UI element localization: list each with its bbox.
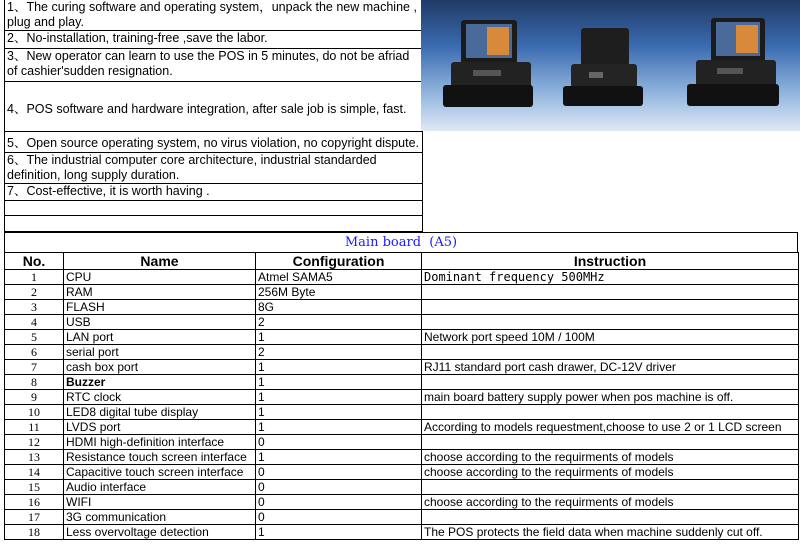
table-row — [5, 330, 799, 345]
table-row — [5, 480, 799, 495]
row-configuration: 2 — [256, 315, 422, 330]
empty-row — [5, 216, 422, 232]
row-instruction — [422, 405, 799, 420]
row-number: 4 — [5, 315, 64, 330]
table-row — [5, 450, 799, 465]
feature-item: 2、No-installation, training-free ,save the labor. — [5, 31, 422, 49]
row-instruction — [422, 435, 799, 450]
row-configuration: 1 — [256, 405, 422, 420]
row-configuration: 1 — [256, 375, 422, 390]
row-instruction: choose according to the requirments of models — [422, 450, 799, 465]
row-name: Capacitive touch screen interface — [64, 465, 256, 480]
row-instruction: main board battery supply power when pos machine is off. — [422, 390, 799, 405]
row-instruction: According to models requestment,choose to use 2 or 1 LCD screen — [422, 420, 799, 435]
row-configuration: 1 — [256, 525, 422, 540]
row-name: FLASH — [64, 300, 256, 315]
feature-item: 3、New operator can learn to use the POS in 5 minutes, do not be afriad of cashier'sudden resignation. — [5, 49, 422, 82]
row-number: 5 — [5, 330, 64, 345]
row-instruction — [422, 510, 799, 525]
table-row — [5, 525, 799, 540]
row-configuration: 256M Byte — [256, 285, 422, 300]
row-instruction: The POS protects the field data when machine suddenly cut off. — [422, 525, 799, 540]
row-instruction: Dominant frequency 500MHz — [422, 270, 799, 285]
pos-terminal-image — [443, 20, 533, 107]
spec-table — [4, 252, 799, 540]
table-row — [5, 420, 799, 435]
row-instruction: choose according to the requirments of models — [422, 495, 799, 510]
row-instruction — [422, 285, 799, 300]
table-row — [5, 495, 799, 510]
table-row — [5, 270, 799, 285]
table-header-row — [5, 253, 799, 270]
features-section — [0, 0, 800, 232]
row-configuration: 0 — [256, 435, 422, 450]
row-instruction — [422, 375, 799, 390]
row-configuration: 0 — [256, 510, 422, 525]
feature-item: 6、The industrial computer core architecture, industrial standarded definition, long supply duration. — [5, 153, 422, 184]
row-number: 3 — [5, 300, 64, 315]
row-configuration: 0 — [256, 495, 422, 510]
row-number: 2 — [5, 285, 64, 300]
row-number: 12 — [5, 435, 64, 450]
row-configuration: 0 — [256, 480, 422, 495]
row-number: 13 — [5, 450, 64, 465]
row-instruction — [422, 345, 799, 360]
row-configuration: Atmel SAMA5 — [256, 270, 422, 285]
row-name: cash box port — [64, 360, 256, 375]
row-name: LED8 digital tube display — [64, 405, 256, 420]
row-number: 17 — [5, 510, 64, 525]
row-number: 14 — [5, 465, 64, 480]
pos-terminals-photo — [421, 0, 800, 131]
row-name: serial port — [64, 345, 256, 360]
row-number: 9 — [5, 390, 64, 405]
row-number: 11 — [5, 420, 64, 435]
feature-item: 5、Open source operating system, no virus violation, no copyright dispute. — [5, 132, 422, 153]
row-name: USB — [64, 315, 256, 330]
row-name: Less overvoltage detection — [64, 525, 256, 540]
row-name: Resistance touch screen interface — [64, 450, 256, 465]
table-row — [5, 405, 799, 420]
row-number: 10 — [5, 405, 64, 420]
feature-item: 7、Cost-effective, it is worth having . — [5, 184, 422, 201]
header-instruction: Instruction — [422, 253, 799, 270]
header-configuration: Configuration — [256, 253, 422, 270]
row-name: Audio interface — [64, 480, 256, 495]
table-row — [5, 315, 799, 330]
table-row — [5, 510, 799, 525]
row-name: Buzzer — [64, 375, 256, 390]
row-configuration: 8G — [256, 300, 422, 315]
row-name: RAM — [64, 285, 256, 300]
row-name: CPU — [64, 270, 256, 285]
row-instruction — [422, 300, 799, 315]
row-number: 6 — [5, 345, 64, 360]
row-instruction: Network port speed 10M / 100M — [422, 330, 799, 345]
row-name: LVDS port — [64, 420, 256, 435]
row-number: 15 — [5, 480, 64, 495]
row-name: RTC clock — [64, 390, 256, 405]
row-configuration: 1 — [256, 390, 422, 405]
row-configuration: 1 — [256, 330, 422, 345]
pos-terminal-image — [687, 18, 779, 106]
table-row — [5, 300, 799, 315]
header-name: Name — [64, 253, 256, 270]
row-number: 7 — [5, 360, 64, 375]
row-name: WIFI — [64, 495, 256, 510]
row-configuration: 1 — [256, 420, 422, 435]
row-name: HDMI high-definition interface — [64, 435, 256, 450]
row-number: 1 — [5, 270, 64, 285]
row-configuration: 1 — [256, 360, 422, 375]
table-row — [5, 465, 799, 480]
row-configuration: 2 — [256, 345, 422, 360]
table-row — [5, 375, 799, 390]
row-number: 8 — [5, 375, 64, 390]
features-list — [4, 0, 423, 232]
row-number: 16 — [5, 495, 64, 510]
row-instruction — [422, 315, 799, 330]
header-no: No. — [5, 253, 64, 270]
table-row — [5, 285, 799, 300]
row-configuration: 0 — [256, 465, 422, 480]
row-instruction: choose according to the requirments of models — [422, 465, 799, 480]
section-title: Main board (A5) — [4, 232, 798, 252]
table-row — [5, 390, 799, 405]
feature-item: 1、The curing software and operating system，unpack the new machine , plug and play. — [5, 0, 422, 31]
row-instruction: RJ11 standard port cash drawer, DC-12V driver — [422, 360, 799, 375]
table-row — [5, 345, 799, 360]
row-name: LAN port — [64, 330, 256, 345]
feature-item: 4、POS software and hardware integration, after sale job is simple, fast. — [5, 82, 422, 132]
table-row — [5, 435, 799, 450]
row-instruction — [422, 480, 799, 495]
table-row — [5, 360, 799, 375]
pos-terminal-image — [563, 28, 643, 106]
row-number: 18 — [5, 525, 64, 540]
row-configuration: 1 — [256, 450, 422, 465]
row-name: 3G communication — [64, 510, 256, 525]
empty-row — [5, 201, 422, 216]
